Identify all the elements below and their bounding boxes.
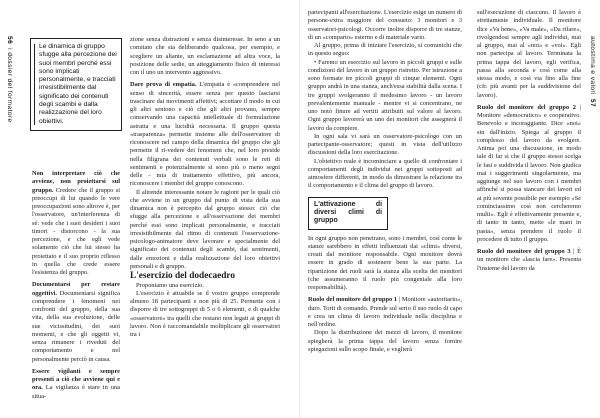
paragraph-text: | È un monitore che «lascia fare». Presenta l'insieme del lavoro da	[477, 248, 581, 272]
paragraph: partecipanti all'esercitazione. L'esercizio esige un numero di persone-extra maggiore del consueto: 3 monitori e 3 osservatori-psicologi. Occorre inoltre disporre di tre stanze, di un «comparto» esterno e di materiale vario.	[308, 9, 463, 41]
paragraph: In ogni gruppo non penetrano, sono i membri, così come le stanze sarebbero in effetti influenzati dai «climi» diversi, creati dal monitore responsabile. Ogni monitore dovrà essere in grado di sostenere bene la sua parte. La ripartizione dei ruoli sarà la stanza alla scelta dei monitori (che assumeranno il ruolo più congeniale alla loro responsabilità).	[308, 234, 462, 292]
section-heading: L'esercizio del dodecaedro	[130, 271, 236, 281]
right-column-2	[477, 9, 581, 273]
paragraph: sull'esecuzione di ciascuno. Il lavoro è strettamente individuale. Il monitore dice «Va bene», «Va male», «Da rifare», rivolgendosi sempre agli individui, mai al gruppo, mai al «noi» e «voi». Egli non partecipa al lavoro. Terminata la prima tappa del lavoro, egli verifica, passa alla seconda e così come alla stessa modo, e così via fino alla fine (cfr. più avanti per la suddivisione del lavoro).	[477, 9, 581, 99]
right-running-head	[589, 36, 596, 107]
left-column-1	[32, 170, 120, 401]
paragraph-text: La vigilanza è stare in una situa-	[32, 384, 120, 400]
paragraph: zione senza distrazioni e senza disinteresse. In seno a un comitato che sta deliberando qualcosa, per esempio, e scegliere un aliante, un esclamazione ad altra voce, la posizione delle sedie, un atteggiamento fisico di interessi con il uno un intervento aggressivo.	[130, 36, 280, 76]
right-page-number: 57	[589, 98, 596, 108]
paragraph: • Faremo un esercizio sul lavoro in piccoli gruppi e sulle condizioni del lavoro in un gruppo ristretto. Per istruzione a sono formate tre piccoli gruppi di cinque elementi. Ogni gruppo andrà in una stanza, anch'essa stabilità dalla scena. I tre gruppi svolgeranno il medesimo lavoro - un lavoro prevalentemente manuale - mentre vi si concentrano, ne uno notò finure ad vertiti attribuiti sul valore al lavoro. Ogni gruppo lavorerà un uno dei monitori che assegnerà il lavoro da compiere.	[308, 58, 462, 132]
paragraph-text: L'empatia è «comprendere nel senso di sincerità, essere senza per questo lasciarsi trascinare dai movimenti affettivi; accettare il modo in cui gli altri sentono e ciò che gli altri provano, sempre conservando una capacità intellettuale di formulazione astratta e una lucidità necessaria. Il gruppo questa «trasparenza» permette insieme alle dell'osservatore di riconoscere nel campo della dinamica del gruppo che gli permette il ri-vedere dei fenomeni che, nel loro preside nella filigrana dei contenuti verbali sono le reti di sentimenti e potenzialmente si sono più o meno segni delle - mia di trattamento effettivo, più ancora, riconoscere i membri del gruppo conoscono.	[130, 81, 280, 188]
subsection-heading-box: L'attivazione di diversi climi di gruppo	[308, 197, 388, 230]
paragraph-lead: Dare prova di empatia.	[130, 81, 197, 89]
paragraph	[130, 81, 280, 188]
right-running-title: autostima e valori	[589, 36, 596, 95]
left-column-2	[130, 36, 280, 339]
paragraph-lead: Documentarsi per restare oggettivi.	[32, 281, 120, 297]
pull-quote-text: Le dinamica di gruppo sfugge alla percezione dei suoi membri perché essi sono implicati personalmente, e tracciati irresistibilmente dal significato dei contenuti degli scambi e dalla realizzazione del loro obiettivi.	[39, 43, 117, 125]
paragraph-lead: Ruolo del monitore del gruppo 2	[477, 103, 576, 111]
pull-quote-box	[30, 38, 122, 131]
paragraph: Dopo la distribuzione dei mezzi di lavoro, il monitore spiegherà la prima tappa del lavoro senza fornire spiegazioni sullo scopo finale, e veglierà	[308, 329, 462, 353]
paragraph-text: Documentarsi significa comprendere i fenomeni nei confronti del gruppo, della sua vita, della sua evoluzione, delle sue vicissitudini, dei suoi momenti, e che gli oggetti vi, senza rimanere i riveduti del comportamento e nel personalmente perciò in causa.	[32, 289, 120, 363]
paragraph: Proponiamo una esercizio.	[136, 281, 204, 289]
paragraph-lead: Essere vigilanti e sempre presenti a ciò che avviene qui e ora.	[32, 367, 120, 392]
paragraph	[32, 281, 120, 364]
paragraph	[477, 248, 581, 273]
paragraph-lead: Non interpretare ciò che avviene, non proiettarsi sul gruppo.	[32, 170, 120, 194]
pull-quote-bar	[34, 44, 35, 125]
paragraph-lead: Ruolo del monitore del gruppo 1	[308, 296, 398, 304]
paragraph: Al gruppo, prima di iniziare l'esercizio, si comunichi che in questo seguo:	[308, 42, 462, 58]
paragraph-text: Credere che il gruppo si preoccupi di lui quando le vere preoccupazioni sono altrove è, per l'osservatore, un'interferenza di sé: vede che i suoi desideri i suoi timori - distorcono - la sua percezione, e che egli vede solamente ciò che lui stesso ha proiettato e il suo proprio riflesso in quella che crede essere l'esistenza del gruppo.	[32, 186, 120, 276]
paragraph-text: | Monitore «autoritario», duro. Torti di comando. Prende sul serio il suo ruolo di capo e crea un clima di lavoro individuale nella disciplina e nell'ordine.	[308, 296, 462, 329]
paragraph-lead: Ruolo del monitore del gruppo 3	[477, 248, 571, 255]
paragraph: L'esercizio è attuabile se il vostro gruppo comprende almeno 18 partecipanti e non più di 25. Permette con i disporre di tre sottogruppi di 5 o 6 elementi, e di qualche «osservatore» tra quelli che restano non legati ai gruppi di lavoro. Non è raccomandabile moltiplicare gli osservatori tra i	[130, 289, 280, 338]
left-page-number: 56	[6, 36, 13, 45]
paragraph: L'obiettivo reale è incominciare a quello di confrontare i comportamenti degli individui nei gruppi sottoposti ad atmosfere differenti, in modo da dimostrare la relazione tra il comportamento e il clima del gruppo di lavoro.	[308, 157, 462, 190]
paragraph: Il altrende interessante notare le ragioni per le quali ciò che avviene in un gruppo dal punto di vista della sua dinamica non è percepito dal gruppo stesso: ciò che sfugge alla percezione e all'osservazione dei membri perché essi sono implicati personalmente, e tracciati irresistibilmente dal ritmo di contenuti l'osservazione-psicologo-animatore deve lavorare e specialmente del significato dei contenuti degli scambi, dai sentimenti, dalle emozioni e dalla realizzazione del loro obiettivi personali e di gruppo.	[130, 188, 280, 270]
paragraph	[308, 296, 462, 329]
paragraph	[32, 170, 120, 277]
right-column-1	[308, 9, 462, 354]
paragraph: In ogni sala vi sarà un osservatore-psicologo con un partecipante-osservatore; questi in vista dell'utilizzo discussioni della loro esercitazione.	[308, 132, 462, 157]
left-running-title: i dossier del formatore	[6, 48, 13, 123]
paragraph-text: | Monitore «democratico» e cooperativo. Benevolo e incoraggiante. Dice «noi» sin dall'inizio. Spiega al gruppo il complesso del lavoro da svolgere. Anima poi una discussione, in modo tale di far sì che il gruppo stesso scelga le fasi e suddivida il lavoro. Non giudica mai i suggerimenti singolarmente, ma aggiunge nel suo lavoro con i membri affinché si possa stancare dei lavori ed ai più sovente possibile per esempio «Se cominciassimo così non cercheremo multi». Egli è effettivamente presente e, di tanto in tanto, mette «le mani in pasta», senza prendere il ruolo il procedere di tutto il gruppo.	[477, 103, 582, 243]
paragraph	[477, 104, 581, 244]
paragraph	[32, 368, 120, 401]
left-running-head	[6, 36, 13, 123]
